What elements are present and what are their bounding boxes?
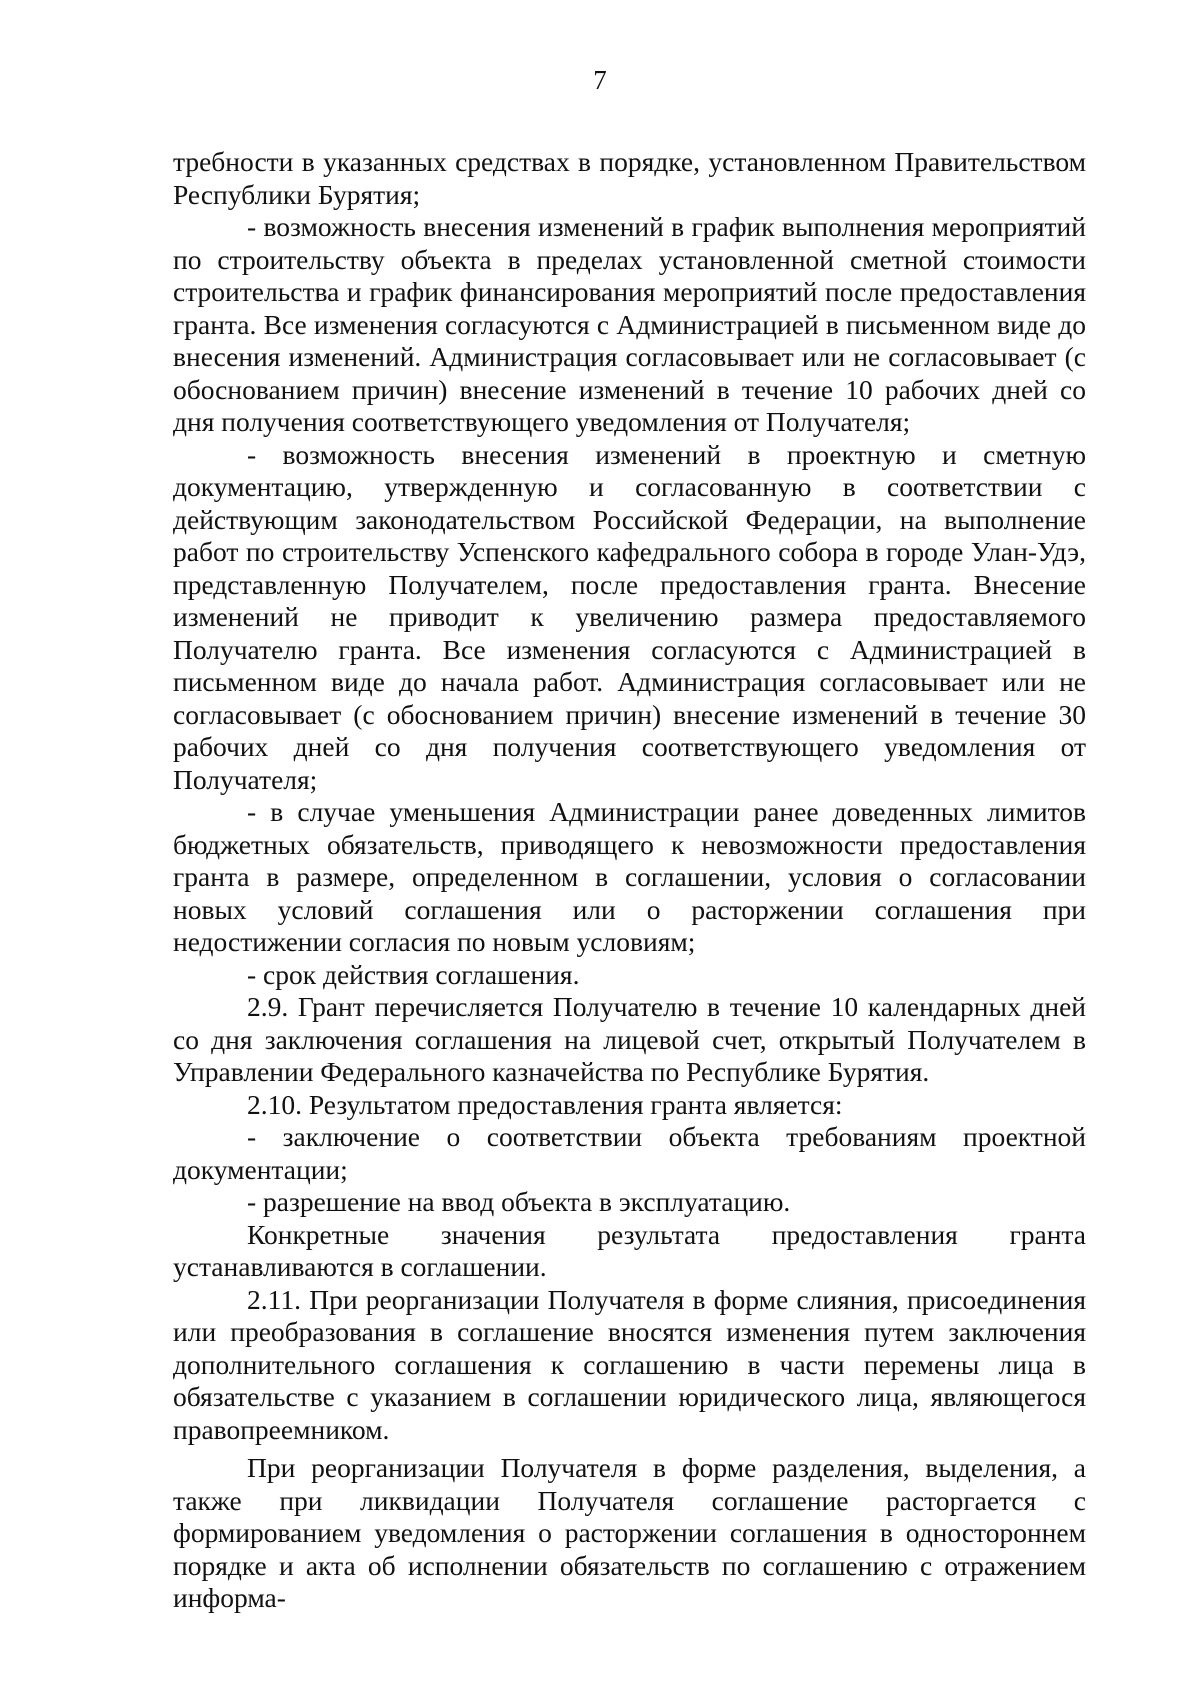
paragraph-reorganization: При реорганизации Получателя в форме разделения, выделения, а также при ликвидации Получателя соглашение расторгается с формированием уведомления о расторжении соглашения в одностороннем порядке и акта об исполнении обязательств по соглашению с отражением информа- (173, 1452, 1086, 1613)
paragraph-2-9: 2.9. Грант перечисляется Получателю в течение 10 календарных дней со дня заключения соглашения на лицевой счет, открытый Получателем в Управлении Федерального казначейства по Республике Бурятия. (173, 991, 1086, 1087)
paragraph-result-values: Конкретные значения результата предоставления гранта устанавливаются в соглашении. (173, 1218, 1086, 1282)
paragraph-agreement-term: - срок действия соглашения. (247, 958, 580, 990)
paragraph-budget-limits: - в случае уменьшения Администрации ранее доведенных лимитов бюджетных обязательств, приводящего к невозможности предоставления гранта в размере, определенном в соглашении, условия о согласовании новых условий соглашения или о расторжении соглашения при недостижении согласия по новым условиям; (173, 796, 1086, 957)
paragraph-2-11: 2.11. При реорганизации Получателя в форме слияния, присоединения или преобразования в соглашение вносятся изменения путем заключения дополнительного соглашения к соглашению в части перемены лица в обязательстве с указанием в соглашении юридического лица, являющегося правопреемником. (173, 1283, 1086, 1445)
paragraph-result-conclusion: - заключение о соответствии объекта требованиям проектной документации; (173, 1121, 1086, 1185)
paragraph-result-permit: - разрешение на ввод объекта в эксплуатацию. (247, 1186, 791, 1217)
paragraph-continuation: требности в указанных средствах в порядке, установленном Правительством Республики Бурятия; (173, 146, 1086, 210)
paragraph-2-10: 2.10. Результатом предоставления гранта является: (247, 1088, 843, 1120)
paragraph-design-changes: - возможность внесения изменений в проектную и сметную документацию, утвержденную и согласованную в соответствии с действующим законодательством Российской Федерации, на выполнение работ по строительству Успенского кафедрального собора в городе Улан-Удэ, представленную Получателем, после предоставления гранта. Внесение изменений не приводит к увеличению размера предоставляемого Получателю гранта. Все изменения согласуются с Администрацией в письменном виде до начала работ. Администрация согласовывает или не согласовывает (с обоснованием причин) внесение изменений в течение 30 рабочих дней со дня получения соответствующего уведомления от Получателя; (173, 438, 1086, 795)
document-body (173, 146, 1086, 1615)
paragraph-schedule-changes: - возможность внесения изменений в график выполнения мероприятий по строительству объекта в пределах установленной сметной стоимости строительства и график финансирования мероприятий после предоставления гранта. Все изменения согласуются с Администрацией в письменном виде до внесения изменений. Администрация согласовывает или не согласовывает (с обоснованием причин) внесение изменений в течение 10 рабочих дней со дня получения соответствующего уведомления от Получателя; (173, 211, 1086, 437)
page-number: 7 (593, 65, 607, 95)
